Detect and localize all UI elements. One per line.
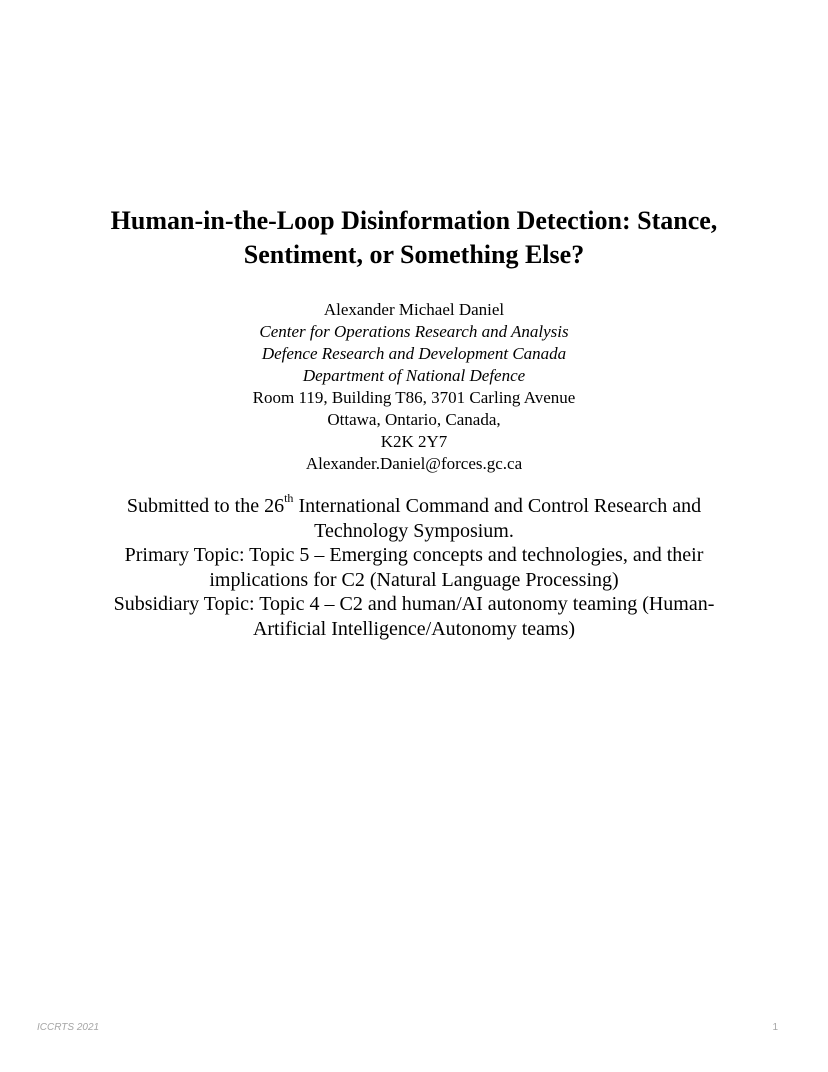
author-affiliation-2: Defence Research and Development Canada	[261, 344, 567, 363]
author-email: Alexander.Daniel@forces.gc.ca	[305, 454, 523, 473]
author-address-2: Ottawa, Ontario, Canada,	[327, 410, 501, 429]
author-postal-code: K2K 2Y7	[380, 432, 448, 451]
footer-conference-label: ICCRTS 2021	[37, 1022, 100, 1033]
ordinal-suffix: th	[284, 491, 294, 506]
author-block	[0, 299, 828, 475]
subsidiary-topic-line-2: Artificial Intelligence/Autonomy teams)	[252, 617, 576, 640]
paper-title-line-1: Human-in-the-Loop Disinformation Detection: Stance,	[110, 206, 718, 235]
paper-title-line-2: Sentiment, or Something Else?	[243, 240, 585, 269]
submission-line-1	[0, 491, 828, 519]
primary-topic-line-1: Primary Topic: Topic 5 – Emerging concepts and technologies, and their	[124, 544, 704, 566]
author-address-1: Room 119, Building T86, 3701 Carling Avenue	[252, 388, 576, 407]
author-affiliation-1: Center for Operations Research and Analysis	[259, 322, 569, 341]
primary-topic-line-2: implications for C2 (Natural Language Processing)	[209, 568, 619, 591]
footer-page-number: 1	[772, 1022, 778, 1033]
subsidiary-topic-line-1: Subsidiary Topic: Topic 4 – C2 and human/AI autonomy teaming (Human-	[113, 593, 715, 615]
submission-block	[0, 491, 828, 641]
submission-line-1-prefix: Submitted to the 26	[126, 495, 285, 517]
paper-title	[0, 204, 828, 272]
submission-line-2: Technology Symposium.	[314, 519, 514, 542]
author-name: Alexander Michael Daniel	[323, 300, 505, 319]
submission-line-1-suffix: International Command and Control Research and	[293, 495, 702, 517]
author-affiliation-3: Department of National Defence	[302, 366, 526, 385]
